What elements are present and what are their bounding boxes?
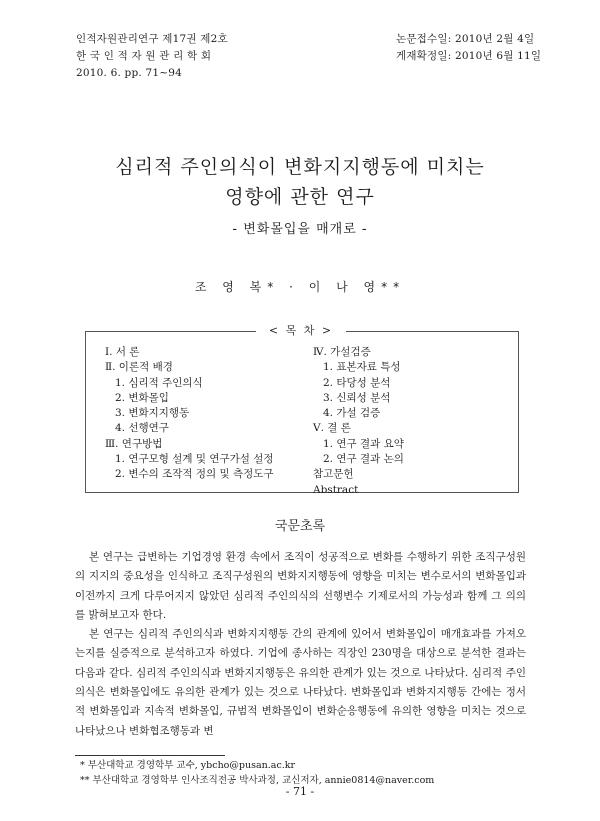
toc-item: 2. 변화몰입 bbox=[115, 391, 169, 404]
page-number: - 71 - bbox=[285, 785, 315, 798]
journal-info bbox=[76, 31, 228, 82]
toc-item: 2. 연구 결과 논의 bbox=[323, 453, 404, 466]
toc-item: 2. 변수의 조작적 정의 및 측정도구 bbox=[115, 468, 274, 481]
toc-item: 2. 타당성 분석 bbox=[323, 376, 391, 389]
toc-item: 4. 선행연구 bbox=[115, 422, 169, 435]
toc-left-column bbox=[105, 345, 274, 483]
toc-heading: < 목 차 > bbox=[256, 322, 346, 338]
abstract-heading: 국문초록 bbox=[274, 519, 326, 534]
toc-item: 1. 표본자료 특성 bbox=[323, 361, 401, 374]
toc-item: 3. 변화지지행동 bbox=[115, 407, 190, 420]
journal-name: 인적자원관리연구 제17권 제2호 bbox=[76, 33, 228, 45]
paper-subtitle: - 변화몰입을 매개로 - bbox=[232, 222, 368, 237]
toc-item: Ⅰ. 서 론 bbox=[105, 346, 140, 358]
society-name: 한 국 인 적 자 원 관 리 학 회 bbox=[76, 50, 212, 62]
abstract-paragraph-2: 본 연구는 심리적 주인의식과 변화지지행동 간의 관계에 있어서 변화몰입이 매개효과를 가져오는지를 실증적으로 분석하고자 하였다. 기업에 종사하는 직장인 230명을 대상으로 분석한 결과는 다음과 같다. 심리적 주인의식과 변화지지행동은 유의한 관계가 있는 것으로 나타났다. 심리적 주인의식은 변화몰입에도 유의한 관계가 있는 것으로 나타났다. 변화몰입과 변화지지행동 간에는 정서적 변화몰입과 지속적 변화몰입, 규범적 변화몰입이 변화순응행동에 유의한 영향을 미치는 것으로 나타났으나 변화협조행동과 변 bbox=[75, 628, 526, 737]
toc-item: 1. 심리적 주인의식 bbox=[115, 376, 203, 389]
toc-item: Ⅴ. 결 론 bbox=[313, 422, 351, 435]
paper-title-line1: 심리적 주인의식이 변화지지행동에 미치는 bbox=[115, 156, 485, 178]
authors: 조 영 복* · 이 나 영** bbox=[194, 280, 406, 294]
footnote-2: ** 부산대학교 경영학부 인사조직전공 박사과정, 교신저자, annie0814@naver.com bbox=[80, 775, 435, 786]
toc-item: 3. 신뢰성 분석 bbox=[323, 391, 391, 404]
footnote-1: * 부산대학교 경영학부 교수, ybcho@pusan.ac.kr bbox=[80, 760, 296, 771]
issue-info: 2010. 6. pp. 71~94 bbox=[76, 67, 182, 79]
toc-item: 참고문헌 bbox=[313, 468, 354, 481]
toc-right-column bbox=[313, 345, 404, 498]
toc-item: Abstract bbox=[313, 483, 359, 496]
paper-title-line2: 영향에 관한 연구 bbox=[225, 186, 375, 208]
toc-item: 1. 연구 결과 요약 bbox=[323, 437, 404, 450]
toc-item: Ⅲ. 연구방법 bbox=[105, 437, 163, 450]
received-date: 논문접수일: 2010년 2월 4일 bbox=[396, 33, 535, 45]
footnote-divider bbox=[75, 755, 225, 756]
footnotes bbox=[80, 758, 434, 788]
toc-item: Ⅱ. 이론적 배경 bbox=[105, 361, 173, 374]
accepted-date: 게재확정일: 2010년 6월 11일 bbox=[396, 50, 542, 62]
abstract-body bbox=[75, 548, 526, 741]
toc-item: 1. 연구모형 설계 및 연구가설 설정 bbox=[115, 453, 274, 466]
abstract-paragraph-1: 본 연구는 급변하는 기업경영 환경 속에서 조직이 성공적으로 변화를 수행하기 위한 조직구성원의 지지의 중요성을 인식하고 조직구성원의 변화지지행동에 영향을 미치는 변수로서의 변화몰입과 이전까지 크게 다루어지지 않았던 심리적 주인의식의 선행변수 기제로서의 가능성과 함께 그 의의를 밝혀보고자 한다. bbox=[75, 551, 526, 621]
submission-dates bbox=[396, 31, 541, 65]
toc-item: 4. 가설 검증 bbox=[323, 407, 381, 420]
toc-item: Ⅳ. 가설검증 bbox=[313, 346, 371, 358]
